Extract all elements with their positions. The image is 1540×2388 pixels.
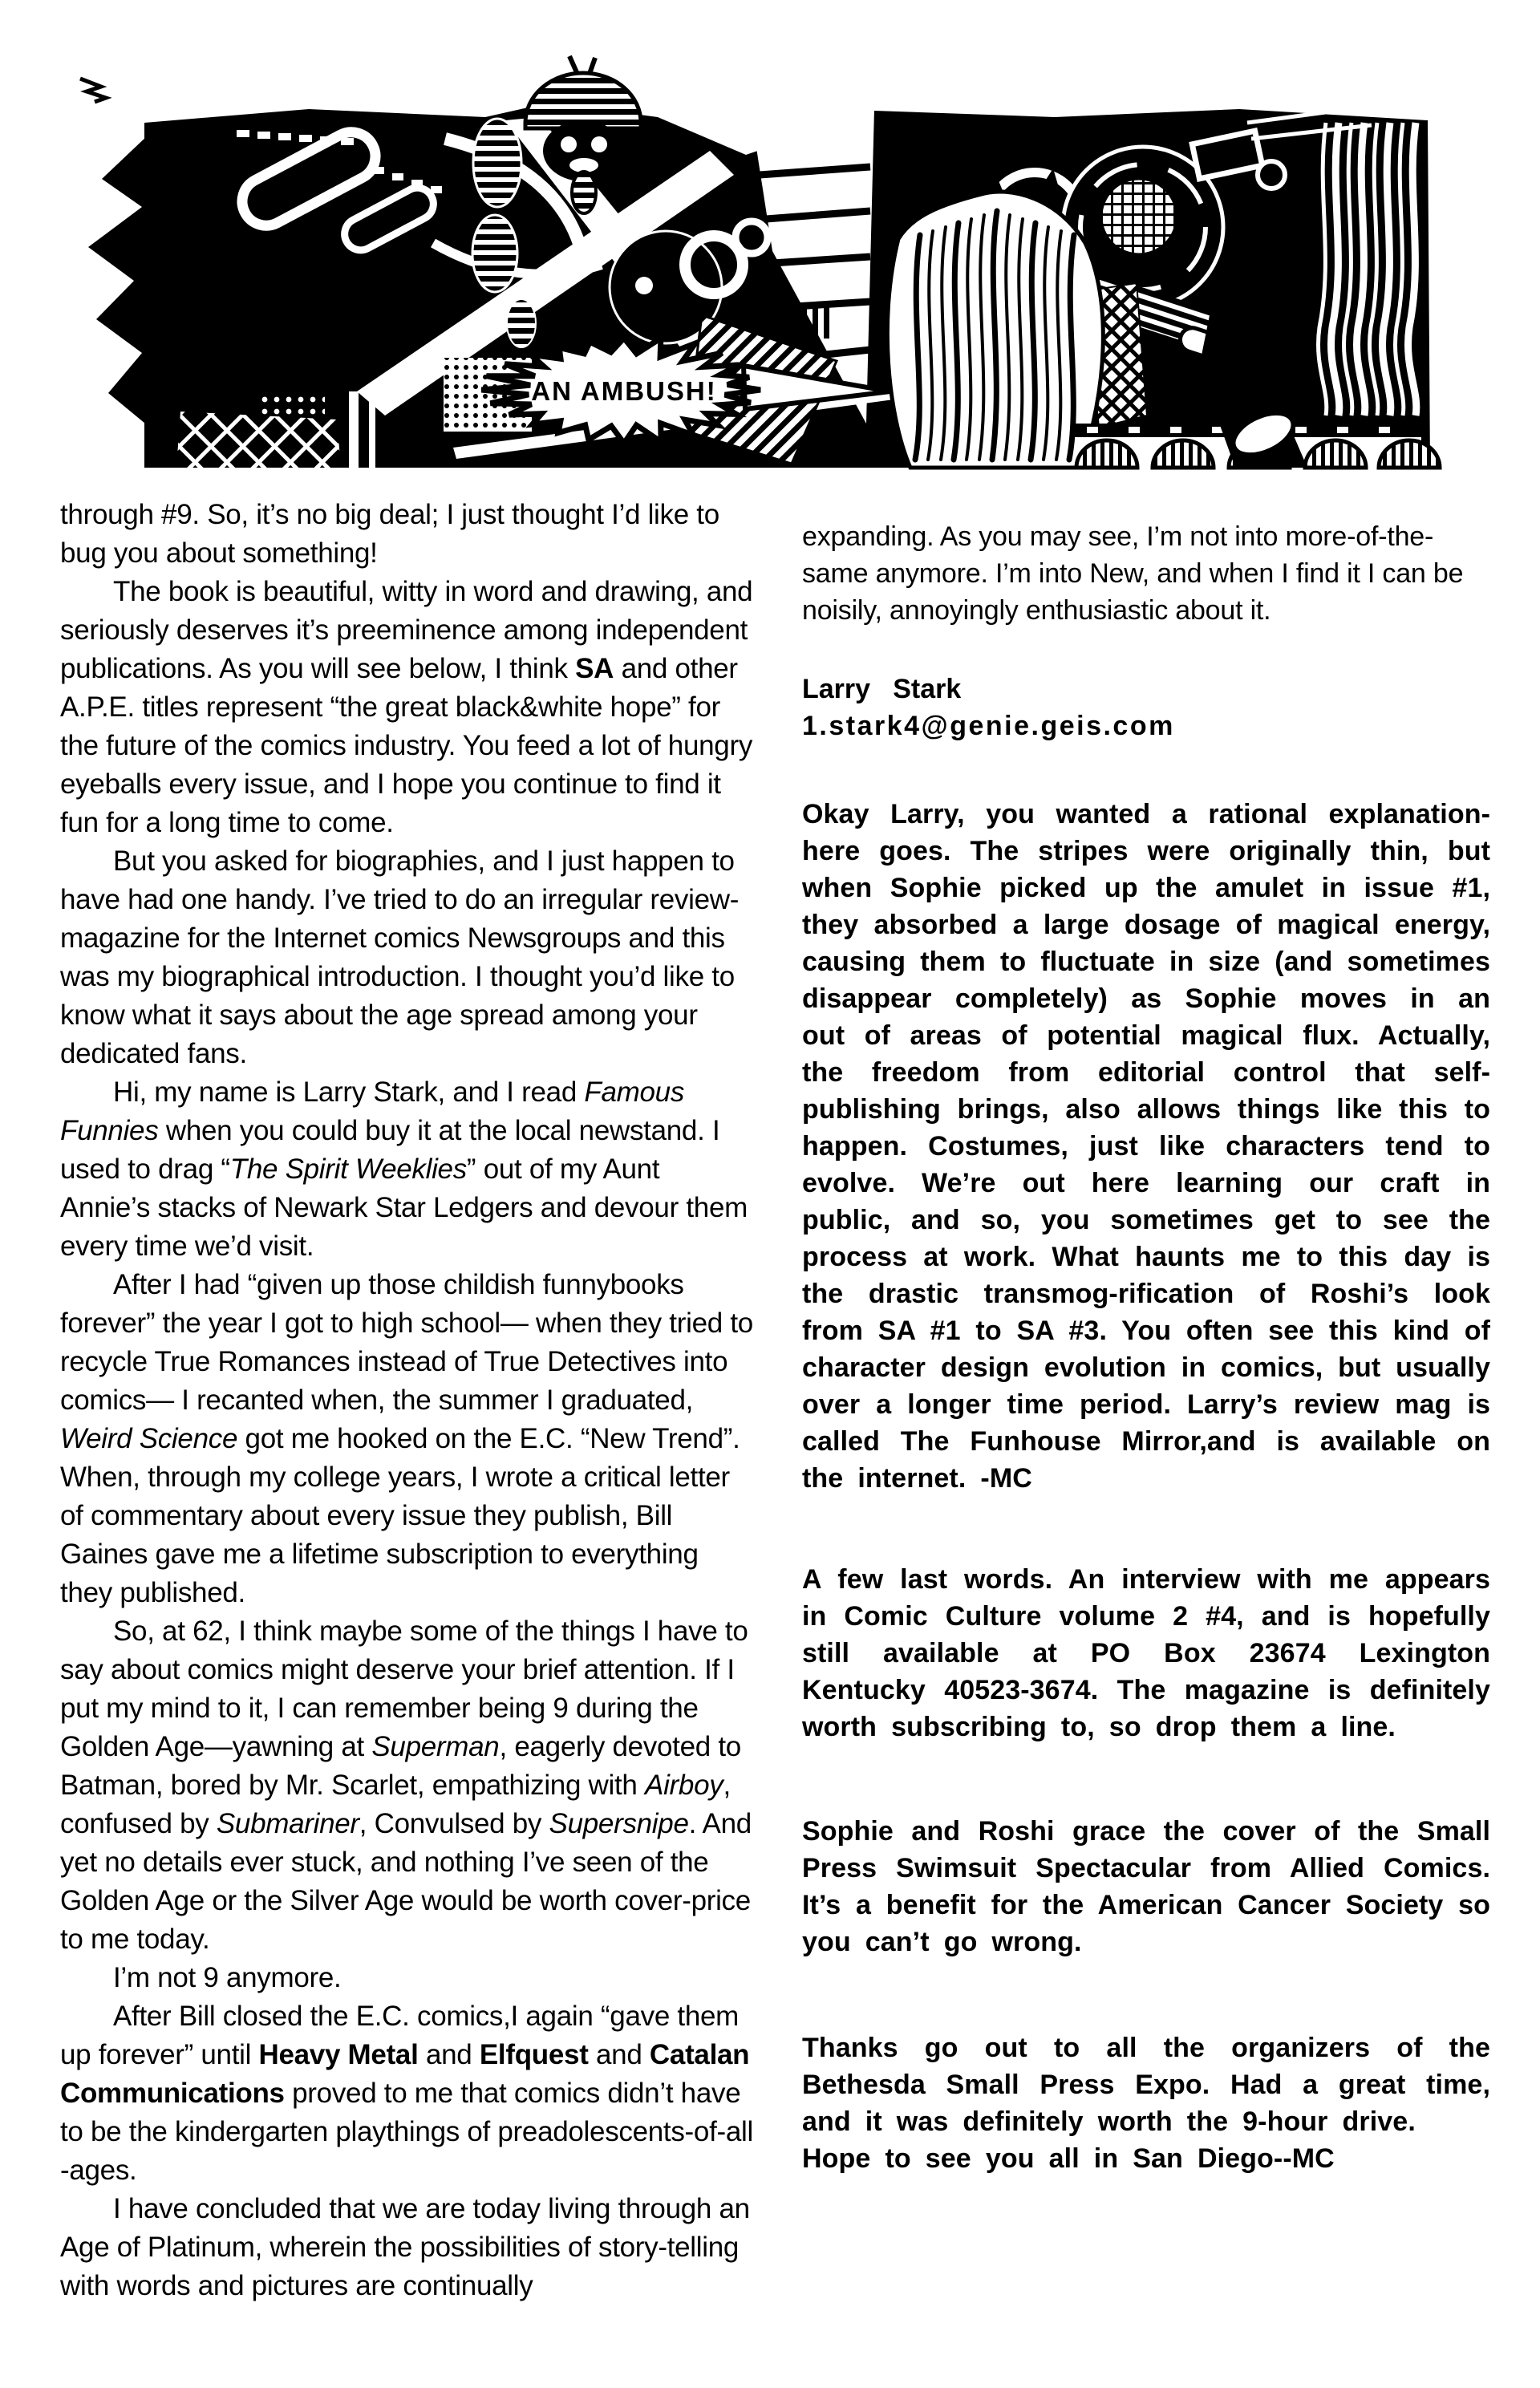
art-blind-ellipse xyxy=(472,215,517,292)
paragraph: So, at 62, I think maybe some of the things I have to say about comics might deserve your brief attention. If I put my mind to it, I can remember being 9 during the Golden Age—yawning at Superman, eagerly devoted to Batman, bored by Mr. Scarlet, empathizing with Airboy, confused by Submariner, Convulsed by Supersnipe. And yet no details ever stuck, and nothing I’ve seen of the Golden Age or the Silver Age would be worth cover-price to me today. xyxy=(60,1616,752,1955)
paragraph: A few last words. An interview with me appears in Comic Culture volume 2 #4, and is hopefully still available at PO Box 23674 Lexington Kentucky 40523-3674. The magazine is definitely worth subscribing to, so drop them a line. xyxy=(802,1564,1490,1742)
comic-illustration xyxy=(68,47,1492,472)
paragraph: The book is beautiful, witty in word and drawing, and seriously deserves it’s preeminence among independent publications. As you will see below, I think SA and other A.P.E. titles represent “the great black&white hope” for the future of the comics industry. You feed a lot of hungry eyeballs every issue, and I hope you continue to find it fun for a long time to come. xyxy=(60,576,753,838)
paragraph: 1.stark4@genie.geis.com xyxy=(802,711,1175,741)
art-lens xyxy=(1258,161,1285,189)
art-dot xyxy=(635,277,653,294)
paragraph: I have concluded that we are today living through an Age of Platinum, wherein the possibilities of story-telling with words and pictures are continually xyxy=(60,2193,750,2301)
art-net xyxy=(176,412,341,468)
comic-artwork xyxy=(68,47,1492,472)
art-scribble xyxy=(80,79,106,102)
art-slit xyxy=(369,391,375,468)
paragraph: expanding. As you may see, I’m not into more-of-the-same anymore. I’m into New, and when I find it I can be noisily, annoyingly enthusiastic about it. xyxy=(802,521,1464,626)
paragraph: I’m not 9 anymore. xyxy=(113,1962,342,1993)
art-slit xyxy=(349,391,359,468)
paragraph: through #9. So, it’s no big deal; I just thought I’d like to bug you about something! xyxy=(60,499,719,569)
paragraph: Sophie and Roshi grace the cover of the Small Press Swimsuit Spectacular from Allied Comics. It’s a benefit for the American Cancer Society so you can’t go wrong. xyxy=(802,1816,1490,1957)
art-flame-edge xyxy=(88,135,164,456)
paragraph: After Bill closed the E.C. comics,I again “gave them up forever” until Heavy Metal and Elfquest and Catalan Communications proved to me that comics didn’t have to be the kindergarten playthings of preadolescents-of-all -ages. xyxy=(60,2001,753,2186)
paragraph: After I had “given up those childish funnybooks forever” the year I got to high school— when they tried to recycle True Romances instead of True Detectives into comics— I recanted when, the summer I graduated, Weird Science got me hooked on the E.C. “New Trend”. When, through my college years, I wrote a critical letter of commentary about every issue they publish, Bill Gaines gave me a lifetime subscription to everything they published. xyxy=(60,1269,753,1608)
speech-balloon-text: AN AMBUSH! xyxy=(531,376,717,406)
editor-column-right xyxy=(802,518,1490,2177)
paragraph: Hi, my name is Larry Stark, and I read Famous Funnies when you could buy it at the local newstand. I used to drag “The Spirit Weeklies” out of my Aunt Annie’s stacks of Newark Star Ledgers and devour them every time we’d visit. xyxy=(60,1076,748,1262)
paragraph: Larry Stark xyxy=(802,674,962,704)
art-blind-ellipse xyxy=(507,299,536,347)
paragraph: Hope to see you all in San Diego--MC xyxy=(802,2143,1335,2174)
paragraph: But you asked for biographies, and I just happen to have had one handy. I’ve tried to do an irregular review-magazine for the Internet comics Newsgroups and this was my biographical introduction. I thought you’d like to know what it says about the age spread among your dedicated fans. xyxy=(60,845,740,1069)
art-blind-ellipse xyxy=(473,119,521,207)
art-hair-strand xyxy=(992,211,997,460)
paragraph: Thanks go out to all the organizers of the Bethesda Small Press Expo. Had a great time, and it was definitely worth the 9-hour drive. xyxy=(802,2033,1490,2137)
art-porthole xyxy=(1099,176,1179,257)
letter-column-left xyxy=(60,496,755,2305)
paragraph: Okay Larry, you wanted a rational explanation-here goes. The stripes were originally thin, but when Sophie picked up the amulet in issue #1, they absorbed a large dosage of magical energy, causing them to fluctuate in size (and sometimes disappear completely) as Sophie moves in an out of areas of potential magical flux. Actually, the freedom from editorial control that self-publishing brings, also allows things like this to happen. Costumes, just like characters tend to evolve. We’re out here learning our craft in public, and so, you sometimes get to see the process at work. What haunts me to this day is the drastic transmog-rification of Roshi’s look from SA #1 to SA #3. You often see this kind of character design evolution in comics, but usually over a longer time period. Larry’s review mag is called The Funhouse Mirror,and is available on the internet. -MC xyxy=(802,799,1490,1494)
